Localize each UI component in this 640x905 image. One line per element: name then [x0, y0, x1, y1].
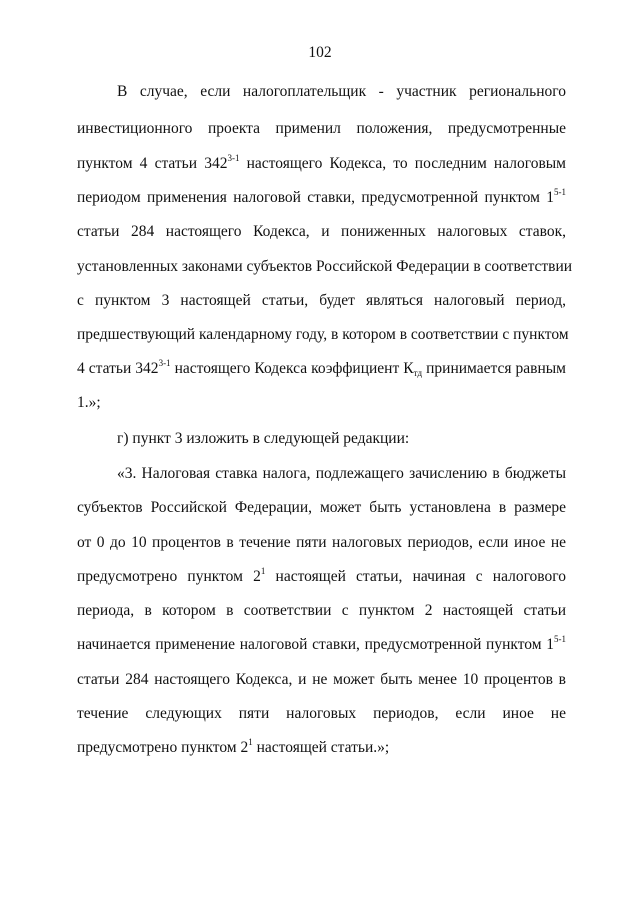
- text-span: начинается применение налоговой ставки, предусмотренной пунктом 1: [77, 636, 554, 653]
- text-span: настоящего Кодекса, то последним налоговым: [239, 155, 566, 172]
- text-line: от 0 до 10 процентов в течение пяти налоговых периодов, если иное не: [77, 534, 566, 551]
- text-line: [77, 738, 566, 758]
- text-line: г) пункт 3 изложить в следующей редакции:: [117, 430, 410, 447]
- text-span: принимается равным: [422, 360, 566, 377]
- text-span: предусмотрено пунктом 2: [77, 568, 261, 585]
- text-line: 1.»;: [77, 394, 101, 411]
- superscript: 1: [260, 566, 266, 576]
- text-line: [77, 567, 566, 587]
- text-span: настоящей статьи, начиная с налогового: [265, 568, 566, 585]
- text-span: настоящего Кодекса коэффициент К: [170, 360, 414, 377]
- text-line: статьи 284 настоящего Кодекса, и не может быть менее 10 процентов в: [77, 671, 566, 688]
- text-span: 4 статьи 342: [77, 360, 159, 377]
- text-line: [77, 188, 566, 208]
- text-line: с пунктом 3 настоящей статьи, будет являться налоговый период,: [77, 292, 566, 309]
- subscript: тд: [413, 368, 423, 378]
- text-span: предусмотрено пунктом 2: [77, 739, 249, 756]
- text-span: настоящей статьи.»;: [252, 739, 390, 756]
- text-line: течение следующих пяти налоговых периодов, если иное не: [77, 705, 566, 722]
- text-line: статьи 284 настоящего Кодекса, и пониженных налоговых ставок,: [77, 223, 566, 240]
- superscript: 3-1: [158, 358, 171, 368]
- text-span: периодом применения налоговой ставки, предусмотренной пунктом 1: [77, 189, 554, 206]
- superscript: 3-1: [227, 153, 240, 163]
- text-line: периода, в котором в соответствии с пунктом 2 настоящей статьи: [77, 602, 566, 619]
- text-line: инвестиционного проекта применил положения, предусмотренные: [77, 120, 566, 137]
- page-number: 102: [308, 44, 332, 61]
- text-line: [77, 359, 566, 379]
- superscript: 5-1: [554, 634, 566, 644]
- text-line: предшествующий календарному году, в котором в соответствии с пунктом: [77, 326, 569, 343]
- text-line: В случае, если налогоплательщик - участник регионального: [117, 83, 566, 100]
- superscript: 1: [248, 737, 253, 747]
- superscript: 5-1: [554, 187, 566, 197]
- text-line: установленных законами субъектов Российской Федерации в соответствии: [77, 258, 573, 275]
- text-line: [77, 154, 566, 174]
- text-line: [77, 635, 566, 655]
- text-span: пунктом 4 статьи 342: [77, 155, 228, 172]
- text-line: субъектов Российской Федерации, может быть установлена в размере: [77, 499, 566, 516]
- text-line: «3. Налоговая ставка налога, подлежащего зачислению в бюджеты: [117, 465, 566, 482]
